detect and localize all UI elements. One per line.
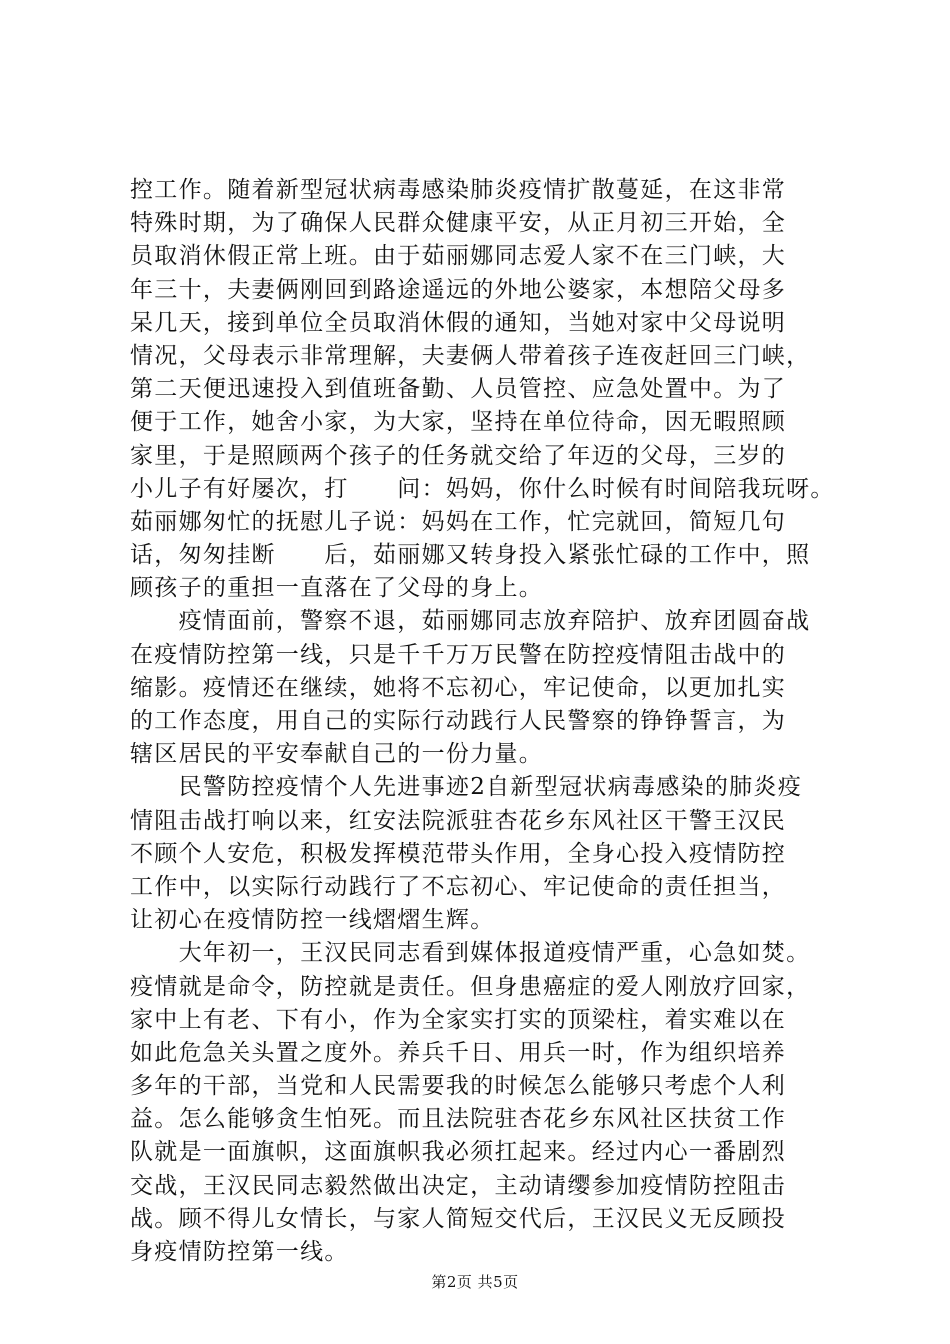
text-line: 大年初一，王汉民同志看到媒体报道疫情严重，心急如焚。 (130, 940, 811, 967)
text-line: 战。顾不得儿女情长，与家人简短交代后，王汉民义无反顾投 (130, 1205, 787, 1232)
text-line: 身疫情防控第一线。 (130, 1239, 349, 1265)
text-line: 在疫情防控第一线，只是千千万万民警在防控疫情阻击战中的 (130, 641, 787, 668)
text-line: 特殊时期，为了确保人民群众健康平安，从正月初三开始，全 (130, 210, 787, 237)
text-line: 情阻击战打响以来，红安法院派驻杏花乡东风社区干警王汉民 (130, 807, 787, 834)
text-line: 员取消休假正常上班。由于茹丽娜同志爱人家不在三门峡，大 (130, 243, 787, 270)
text-line: 多年的干部，当党和人民需要我的时候怎么能够只考虑个人利 (130, 1073, 787, 1100)
text-line: 情况，父母表示非常理解，夫妻俩人带着孩子连夜赶回三门峡， (130, 342, 811, 369)
text-line: 益。怎么能够贪生怕死。而且法院驻杏花乡东风社区扶贫工作 (130, 1106, 787, 1133)
text-line: 便于工作，她舍小家，为大家，坚持在单位待命，因无暇照顾 (130, 409, 787, 436)
text-line: 控工作。随着新型冠状病毒感染肺炎疫情扩散蔓延，在这非常 (130, 177, 787, 203)
text-line: 辖区居民的平安奉献自己的一份力量。 (130, 741, 544, 768)
text-line: 话，匆匆挂断 后，茹丽娜又转身投入紧张忙碌的工作中，照 (130, 542, 811, 569)
text-line: 疫情面前，警察不退，茹丽娜同志放弃陪护、放弃团圆奋战 (130, 608, 811, 635)
text-line: 的工作态度，用自己的实际行动践行人民警察的铮铮誓言，为 (130, 708, 787, 734)
text-line: 家中上有老、下有小，作为全家实打实的顶梁柱，着实难以在 (130, 1006, 787, 1033)
text-line: 茹丽娜匆忙的抚慰儿子说：妈妈在工作，忙完就回，简短几句 (130, 508, 787, 535)
text-line: 顾孩子的重担一直落在了父母的身上。 (130, 575, 544, 602)
page-number-label: 第2页 共5页 (431, 1273, 519, 1291)
text-line: 队就是一面旗帜，这面旗帜我必须扛起来。经过内心一番剧烈 (130, 1139, 787, 1166)
text-line: 呆几天，接到单位全员取消休假的通知，当她对家中父母说明 (130, 309, 787, 336)
text-line: 让初心在疫情防控一线熠熠生辉。 (130, 907, 495, 934)
text-line: 家里，于是照顾两个孩子的任务就交给了年迈的父母，三岁的 (130, 442, 787, 469)
text-line: 疫情就是命令，防控就是责任。但身患癌症的爱人刚放疗回家， (130, 973, 811, 1000)
text-line: 民警防控疫情个人先进事迹2自新型冠状病毒感染的肺炎疫 (130, 774, 803, 801)
document-body (130, 174, 835, 1269)
text-line: 小儿子有好屡次，打 问：妈妈，你什么时候有时间陪我玩呀。 (130, 475, 835, 502)
text-line: 不顾个人安危，积极发挥模范带头作用，全身心投入疫情防控 (130, 840, 787, 867)
text-line: 第二天便迅速投入到值班备勤、人员管控、应急处置中。为了 (130, 376, 787, 403)
text-line: 年三十，夫妻俩刚回到路途遥远的外地公婆家，本想陪父母多 (130, 276, 787, 303)
page-footer (0, 1271, 950, 1292)
text-line: 如此危急关头置之度外。养兵千日、用兵一时，作为组织培养 (130, 1039, 787, 1066)
text-line: 交战，王汉民同志毅然做出决定，主动请缨参加疫情防控阻击 (130, 1172, 787, 1199)
text-line: 工作中，以实际行动践行了不忘初心、牢记使命的责任担当， (130, 873, 787, 900)
text-line: 缩影。疫情还在继续，她将不忘初心，牢记使命，以更加扎实 (130, 674, 787, 701)
